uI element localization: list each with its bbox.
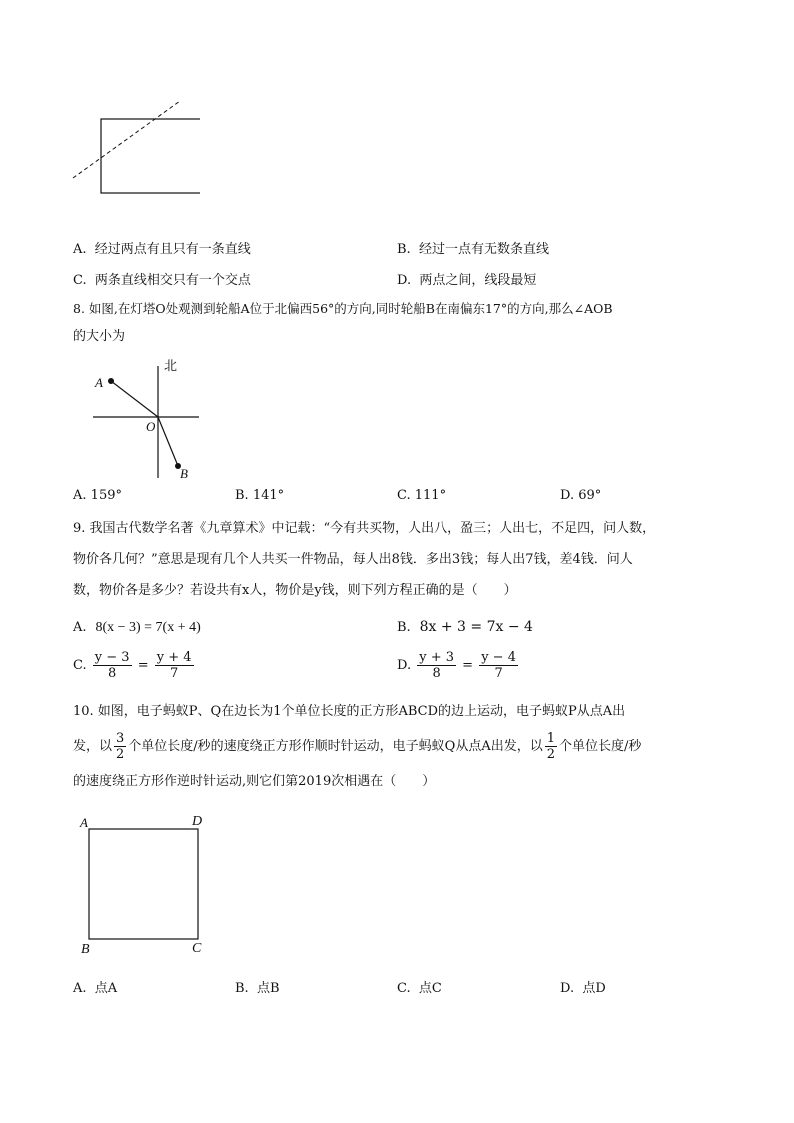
q9-option-c-fraction-left: [93, 650, 132, 681]
q8-option-c-text: 111°: [414, 488, 447, 503]
q8-option-d-text: 69°: [578, 488, 602, 503]
q10-frac2-den: 2: [546, 747, 556, 762]
q8-option-a: [73, 488, 122, 503]
q9-option-c-den-left: 8: [108, 666, 117, 681]
q7-option-b-letter: B.: [397, 242, 411, 257]
q10-option-c-text: 点C: [418, 981, 442, 996]
q10-stem-line1: 10. 如图，电子蚂蚁P、Q在边长为1个单位长度的正方形ABCD的边上运动，电子蚂蚁P从点A出: [73, 704, 626, 719]
q8-label-b: B: [180, 466, 188, 481]
q9-option-d-den-right: 7: [494, 666, 503, 681]
q10-option-a: [73, 977, 117, 996]
q10-stem-line2-pre: 发，以: [73, 739, 113, 754]
q9-option-a: [73, 619, 201, 636]
q8-ray-ob: [158, 417, 178, 466]
q9-stem-line1: 9. 我国古代数学名著《九章算术》中记载：“今有共买物，人出八，盈三；人出七，不足四，问人数，: [73, 521, 656, 536]
q10-option-b-text: 点B: [256, 981, 280, 996]
q10-stem-line2-mid: 个单位长度/秒的速度绕正方形作顺时针运动，电子蚂蚁Q从点A出发，以: [128, 739, 543, 754]
q10-stem-line2-post: 个单位长度/秒: [559, 739, 642, 754]
q10-option-c: [397, 977, 442, 996]
q7-option-d: [397, 269, 536, 288]
q10-option-b-letter: B.: [235, 981, 249, 996]
q7-dashed-line: [73, 101, 180, 178]
q9-option-b-letter: B.: [397, 620, 411, 635]
q7-option-d-text: 两点之间，线段最短: [419, 273, 537, 288]
q10-frac1-den: 2: [116, 747, 125, 762]
q9-option-d-fraction-left: [417, 650, 456, 681]
q7-option-c-text: 两条直线相交只有一个交点: [94, 273, 251, 288]
q8-option-c: [397, 488, 446, 503]
q10-option-d-text: 点D: [582, 981, 606, 996]
q8-ray-oa: [111, 381, 158, 417]
q9-option-d-equals: =: [462, 658, 474, 673]
q10-stem-line2: [73, 727, 723, 767]
q10-label-c: C: [192, 941, 202, 956]
q7-option-d-letter: D.: [397, 273, 412, 288]
q10-option-a-text: 点A: [94, 981, 118, 996]
q9-option-d-letter: D.: [397, 658, 412, 673]
q9-option-c-equals: =: [137, 658, 149, 673]
q10-stem: [73, 697, 723, 797]
q9-option-d-num-right: y − 4: [481, 650, 516, 665]
q10-label-a: A: [80, 815, 88, 830]
q10-frac1-num: 3: [116, 731, 125, 746]
q8-option-c-letter: C.: [397, 488, 411, 503]
q7-figure: [60, 95, 200, 195]
q10-frac2-num: 1: [546, 731, 556, 746]
q8-label-a: A: [95, 375, 103, 390]
q9-option-a-letter: A.: [73, 620, 87, 635]
q10-label-d: D: [192, 814, 203, 829]
q8-option-d: [560, 488, 601, 503]
q9-option-b: [397, 619, 533, 635]
q8-option-a-text: 159°: [90, 488, 122, 503]
q10-option-b: [235, 977, 280, 996]
q9-stem: [73, 513, 723, 606]
q9-option-b-equation: 8x + 3 = 7x − 4: [419, 619, 533, 635]
q9-option-d: [397, 650, 520, 681]
q8-stem: [73, 295, 723, 351]
q9-option-d-fraction-right: [479, 650, 518, 681]
q7-option-a-text: 经过两点有且只有一条直线: [94, 242, 251, 257]
q8-option-b-text: 141°: [252, 488, 285, 503]
q7-option-b-text: 经过一点有无数条直线: [418, 242, 549, 257]
q8-option-d-letter: D.: [560, 488, 575, 503]
q9-option-d-num-left: y + 3: [419, 650, 455, 665]
q8-option-a-letter: A.: [73, 488, 87, 503]
q8-option-b: [235, 488, 284, 503]
q10-label-b: B: [81, 942, 90, 957]
q9-option-c-num-left: y − 3: [94, 650, 130, 665]
q9-stem-line3: 数，物价各是多少？若设共有x人，物价是y钱，则下列方程正确的是（ ）: [73, 583, 517, 598]
q7-option-c-letter: C.: [73, 273, 87, 288]
q8-figure: [85, 352, 210, 482]
q7-option-a-letter: A.: [73, 242, 87, 257]
q8-label-north: 北: [164, 358, 178, 373]
q10-option-a-letter: A.: [73, 981, 87, 996]
q7-option-c: [73, 269, 251, 288]
q8-stem-line2: 的大小为: [73, 329, 126, 344]
q10-stem-line3: 的速度绕正方形作逆时针运动,则它们第2019次相遇在（ ）: [73, 774, 436, 789]
q9-option-c-letter: C.: [73, 658, 87, 673]
q10-fraction-three-halves: [114, 731, 126, 762]
q10-option-d-letter: D.: [560, 981, 575, 996]
q9-option-d-den-left: 8: [432, 666, 441, 681]
q8-option-b-letter: B.: [235, 488, 249, 503]
q8-stem-line1: 8. 如图,在灯塔O处观测到轮船A位于北偏西56°的方向,同时轮船B在南偏东17°的方向,那么∠AOB: [73, 301, 613, 316]
q9-stem-line2: 物价各几何？”意思是现有几个人共买一件物品，每人出8钱．多出3钱；每人出7钱，差4钱．问人: [73, 552, 633, 567]
q7-rectangle: [101, 119, 200, 193]
q10-square-abcd: [89, 829, 198, 939]
q10-option-c-letter: C.: [397, 981, 411, 996]
q10-fraction-one-half: [545, 731, 557, 762]
q9-option-a-equation: 8(x − 3) = 7(x + 4): [95, 620, 201, 635]
q10-figure: [70, 810, 215, 960]
q10-option-d: [560, 977, 606, 996]
q8-label-o: O: [146, 419, 156, 434]
q9-option-c-num-right: y + 4: [156, 650, 192, 665]
q9-option-c-fraction-right: [155, 650, 194, 681]
q9-option-c: [73, 650, 196, 681]
q8-point-a: [108, 378, 114, 384]
q7-option-b: [397, 238, 549, 257]
q7-option-a: [73, 238, 251, 257]
q9-option-c-den-right: 7: [169, 666, 179, 681]
